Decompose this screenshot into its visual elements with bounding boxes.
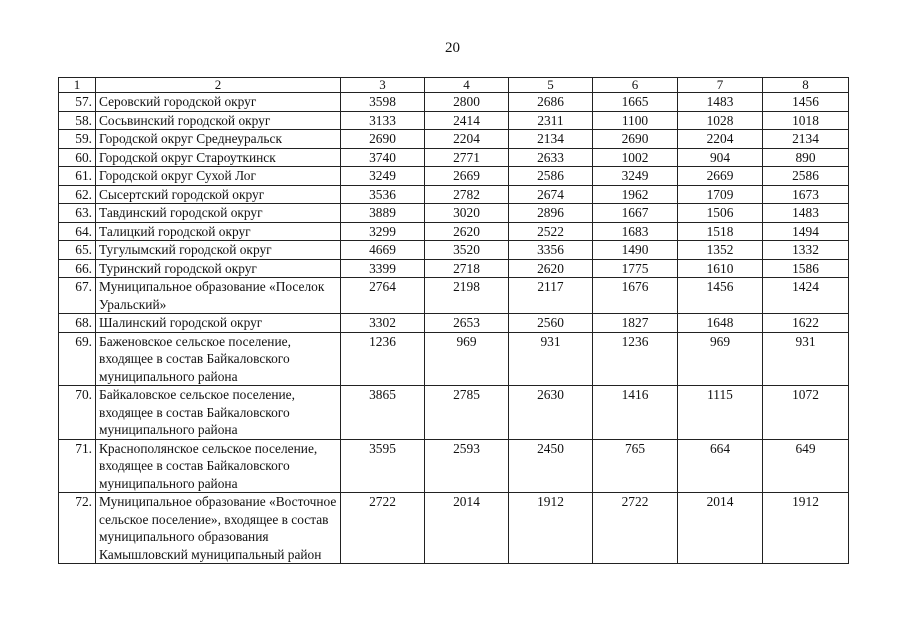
value-cell-col-5: 2686 bbox=[509, 93, 593, 112]
row-number: 62. bbox=[59, 185, 96, 204]
value-cell-col-5: 3356 bbox=[509, 241, 593, 260]
value-cell-col-6: 1416 bbox=[593, 386, 678, 440]
table-row bbox=[59, 222, 849, 241]
value-cell-col-3: 1236 bbox=[341, 332, 425, 386]
municipality-name: Серовский городской округ bbox=[96, 93, 341, 112]
table-row bbox=[59, 111, 849, 130]
row-number: 65. bbox=[59, 241, 96, 260]
row-number: 72. bbox=[59, 493, 96, 564]
header-row bbox=[59, 78, 849, 93]
value-cell-col-6: 1236 bbox=[593, 332, 678, 386]
value-cell-col-5: 2633 bbox=[509, 148, 593, 167]
value-cell-col-3: 3302 bbox=[341, 314, 425, 333]
value-cell-col-3: 2764 bbox=[341, 278, 425, 314]
table-row bbox=[59, 148, 849, 167]
value-cell-col-3: 3536 bbox=[341, 185, 425, 204]
municipality-name: Сосьвинский городской округ bbox=[96, 111, 341, 130]
value-cell-col-7: 1648 bbox=[678, 314, 763, 333]
value-cell-col-8: 1332 bbox=[763, 241, 849, 260]
row-number: 58. bbox=[59, 111, 96, 130]
value-cell-col-5: 931 bbox=[509, 332, 593, 386]
municipality-name: Городской округ Староуткинск bbox=[96, 148, 341, 167]
value-cell-col-8: 1494 bbox=[763, 222, 849, 241]
value-cell-col-5: 2674 bbox=[509, 185, 593, 204]
value-cell-col-4: 2785 bbox=[425, 386, 509, 440]
value-cell-col-3: 3299 bbox=[341, 222, 425, 241]
row-number: 61. bbox=[59, 167, 96, 186]
value-cell-col-8: 1072 bbox=[763, 386, 849, 440]
value-cell-col-8: 1622 bbox=[763, 314, 849, 333]
table-row bbox=[59, 493, 849, 564]
value-cell-col-3: 3133 bbox=[341, 111, 425, 130]
municipality-name: Талицкий городской округ bbox=[96, 222, 341, 241]
value-cell-col-8: 1912 bbox=[763, 493, 849, 564]
row-number: 63. bbox=[59, 204, 96, 223]
value-cell-col-3: 2722 bbox=[341, 493, 425, 564]
municipality-name: Баженовское сельское поселение, входящее в состав Байкаловского муниципального района bbox=[96, 332, 341, 386]
value-cell-col-5: 2896 bbox=[509, 204, 593, 223]
value-cell-col-5: 2117 bbox=[509, 278, 593, 314]
value-cell-col-5: 2450 bbox=[509, 439, 593, 493]
value-cell-col-8: 649 bbox=[763, 439, 849, 493]
value-cell-col-6: 1002 bbox=[593, 148, 678, 167]
municipality-name: Сысертский городской округ bbox=[96, 185, 341, 204]
table-row bbox=[59, 332, 849, 386]
table-row bbox=[59, 167, 849, 186]
value-cell-col-7: 969 bbox=[678, 332, 763, 386]
value-cell-col-4: 2620 bbox=[425, 222, 509, 241]
municipality-name: Краснополянское сельское поселение, входящее в состав Байкаловского муниципального района bbox=[96, 439, 341, 493]
value-cell-col-6: 1676 bbox=[593, 278, 678, 314]
value-cell-col-4: 2718 bbox=[425, 259, 509, 278]
value-cell-col-4: 2204 bbox=[425, 130, 509, 149]
value-cell-col-5: 2134 bbox=[509, 130, 593, 149]
value-cell-col-4: 2414 bbox=[425, 111, 509, 130]
value-cell-col-4: 2653 bbox=[425, 314, 509, 333]
value-cell-col-5: 1912 bbox=[509, 493, 593, 564]
table-row bbox=[59, 185, 849, 204]
header-cell: 6 bbox=[593, 78, 678, 93]
value-cell-col-7: 1506 bbox=[678, 204, 763, 223]
header-cell: 2 bbox=[96, 78, 341, 93]
value-cell-col-8: 1424 bbox=[763, 278, 849, 314]
page-number: 20 bbox=[445, 40, 460, 56]
value-cell-col-7: 2669 bbox=[678, 167, 763, 186]
value-cell-col-6: 2722 bbox=[593, 493, 678, 564]
value-cell-col-7: 1028 bbox=[678, 111, 763, 130]
value-cell-col-3: 3399 bbox=[341, 259, 425, 278]
value-cell-col-7: 1709 bbox=[678, 185, 763, 204]
table-row bbox=[59, 278, 849, 314]
value-cell-col-6: 1667 bbox=[593, 204, 678, 223]
value-cell-col-4: 2800 bbox=[425, 93, 509, 112]
municipality-name: Муниципальное образование «Поселок Уральский» bbox=[96, 278, 341, 314]
table-row bbox=[59, 314, 849, 333]
municipality-name: Городской округ Среднеуральск bbox=[96, 130, 341, 149]
municipality-name: Шалинский городской округ bbox=[96, 314, 341, 333]
table-body bbox=[59, 93, 849, 564]
value-cell-col-5: 2522 bbox=[509, 222, 593, 241]
table-row bbox=[59, 241, 849, 260]
table-row bbox=[59, 130, 849, 149]
value-cell-col-8: 1673 bbox=[763, 185, 849, 204]
row-number: 57. bbox=[59, 93, 96, 112]
value-cell-col-8: 2586 bbox=[763, 167, 849, 186]
value-cell-col-5: 2560 bbox=[509, 314, 593, 333]
municipality-name: Байкаловское сельское поселение, входящее в состав Байкаловского муниципального района bbox=[96, 386, 341, 440]
row-number: 69. bbox=[59, 332, 96, 386]
header-cell: 7 bbox=[678, 78, 763, 93]
value-cell-col-6: 1665 bbox=[593, 93, 678, 112]
value-cell-col-6: 1775 bbox=[593, 259, 678, 278]
value-cell-col-8: 1018 bbox=[763, 111, 849, 130]
value-cell-col-8: 890 bbox=[763, 148, 849, 167]
value-cell-col-5: 2620 bbox=[509, 259, 593, 278]
row-number: 66. bbox=[59, 259, 96, 278]
value-cell-col-8: 1483 bbox=[763, 204, 849, 223]
row-number: 71. bbox=[59, 439, 96, 493]
value-cell-col-4: 3020 bbox=[425, 204, 509, 223]
row-number: 60. bbox=[59, 148, 96, 167]
header-cell: 3 bbox=[341, 78, 425, 93]
municipality-name: Городской округ Сухой Лог bbox=[96, 167, 341, 186]
municipality-name: Тугулымский городской округ bbox=[96, 241, 341, 260]
value-cell-col-7: 1483 bbox=[678, 93, 763, 112]
header-cell: 8 bbox=[763, 78, 849, 93]
value-cell-col-8: 1456 bbox=[763, 93, 849, 112]
row-number: 70. bbox=[59, 386, 96, 440]
table-row bbox=[59, 259, 849, 278]
value-cell-col-3: 3598 bbox=[341, 93, 425, 112]
table-row bbox=[59, 204, 849, 223]
row-number: 68. bbox=[59, 314, 96, 333]
value-cell-col-4: 3520 bbox=[425, 241, 509, 260]
value-cell-col-6: 1683 bbox=[593, 222, 678, 241]
table-row bbox=[59, 439, 849, 493]
value-cell-col-7: 904 bbox=[678, 148, 763, 167]
row-number: 64. bbox=[59, 222, 96, 241]
value-cell-col-6: 1490 bbox=[593, 241, 678, 260]
value-cell-col-8: 931 bbox=[763, 332, 849, 386]
value-cell-col-5: 2586 bbox=[509, 167, 593, 186]
value-cell-col-4: 969 bbox=[425, 332, 509, 386]
value-cell-col-6: 1100 bbox=[593, 111, 678, 130]
municipality-name: Туринский городской округ bbox=[96, 259, 341, 278]
value-cell-col-3: 3595 bbox=[341, 439, 425, 493]
value-cell-col-8: 2134 bbox=[763, 130, 849, 149]
header-cell: 4 bbox=[425, 78, 509, 93]
value-cell-col-7: 664 bbox=[678, 439, 763, 493]
value-cell-col-7: 1456 bbox=[678, 278, 763, 314]
value-cell-col-4: 2669 bbox=[425, 167, 509, 186]
value-cell-col-3: 2690 bbox=[341, 130, 425, 149]
value-cell-col-6: 1962 bbox=[593, 185, 678, 204]
value-cell-col-3: 3865 bbox=[341, 386, 425, 440]
value-cell-col-7: 1518 bbox=[678, 222, 763, 241]
header-cell: 5 bbox=[509, 78, 593, 93]
table-row bbox=[59, 93, 849, 112]
value-cell-col-7: 1610 bbox=[678, 259, 763, 278]
municipality-name: Тавдинский городской округ bbox=[96, 204, 341, 223]
value-cell-col-8: 1586 bbox=[763, 259, 849, 278]
value-cell-col-6: 2690 bbox=[593, 130, 678, 149]
value-cell-col-6: 3249 bbox=[593, 167, 678, 186]
value-cell-col-4: 2198 bbox=[425, 278, 509, 314]
value-cell-col-3: 3740 bbox=[341, 148, 425, 167]
header-cell: 1 bbox=[59, 78, 96, 93]
value-cell-col-4: 2593 bbox=[425, 439, 509, 493]
value-cell-col-4: 2782 bbox=[425, 185, 509, 204]
data-table bbox=[58, 77, 849, 564]
value-cell-col-3: 4669 bbox=[341, 241, 425, 260]
value-cell-col-7: 2204 bbox=[678, 130, 763, 149]
value-cell-col-3: 3889 bbox=[341, 204, 425, 223]
value-cell-col-7: 1115 bbox=[678, 386, 763, 440]
table-row bbox=[59, 386, 849, 440]
row-number: 67. bbox=[59, 278, 96, 314]
value-cell-col-7: 1352 bbox=[678, 241, 763, 260]
value-cell-col-5: 2630 bbox=[509, 386, 593, 440]
value-cell-col-5: 2311 bbox=[509, 111, 593, 130]
row-number: 59. bbox=[59, 130, 96, 149]
municipality-name: Муниципальное образование «Восточное сельское поселение», входящее в состав муниципального образования Камышловский муниципальный район bbox=[96, 493, 341, 564]
value-cell-col-6: 765 bbox=[593, 439, 678, 493]
value-cell-col-7: 2014 bbox=[678, 493, 763, 564]
value-cell-col-6: 1827 bbox=[593, 314, 678, 333]
value-cell-col-4: 2014 bbox=[425, 493, 509, 564]
value-cell-col-4: 2771 bbox=[425, 148, 509, 167]
value-cell-col-3: 3249 bbox=[341, 167, 425, 186]
